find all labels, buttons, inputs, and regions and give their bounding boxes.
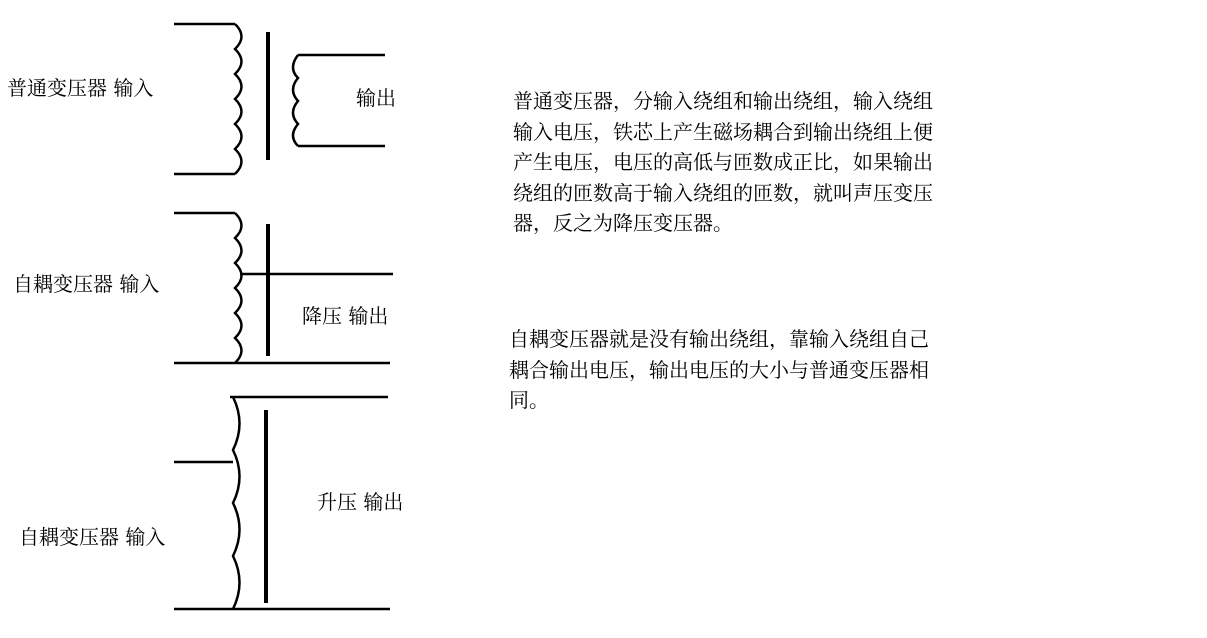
ordinary-transformer <box>174 24 385 174</box>
description-line: 产生电压，电压的高低与匝数成正比，如果输出 <box>513 150 933 174</box>
ordinary-transformer-description <box>513 86 933 239</box>
description-line: 器，反之为降压变压器。 <box>513 211 733 235</box>
secondary-coil <box>293 55 298 146</box>
step-down-input-label: 自耦变压器 输入 <box>13 272 160 296</box>
ordinary-output-label: 输出 <box>356 86 396 110</box>
description-line: 普通变压器，分输入绕组和输出绕组，输入绕组 <box>513 89 933 113</box>
step-down-autotransformer <box>174 213 393 363</box>
autotransformer-coil <box>233 397 240 609</box>
description-line: 自耦变压器就是没有输出绕组，靠输入绕组自己 <box>509 327 929 351</box>
description-line: 耦合输出电压，输出电压的大小与普通变压器相 <box>509 357 929 382</box>
primary-coil <box>235 24 242 174</box>
autotransformer-coil <box>235 213 242 363</box>
description-line: 同。 <box>509 388 549 412</box>
step-up-output-label: 升压 输出 <box>317 490 404 514</box>
step-down-output-label: 降压 输出 <box>302 304 389 328</box>
description-line: 绕组的匝数高于输入绕组的匝数，就叫声压变压 <box>513 180 933 205</box>
autotransformer-description <box>509 324 929 416</box>
ordinary-input-label: 普通变压器 输入 <box>7 76 154 100</box>
step-up-input-label: 自耦变压器 输入 <box>19 525 166 549</box>
description-line: 输入电压，铁芯上产生磁场耦合到输出绕组上便 <box>513 119 933 144</box>
